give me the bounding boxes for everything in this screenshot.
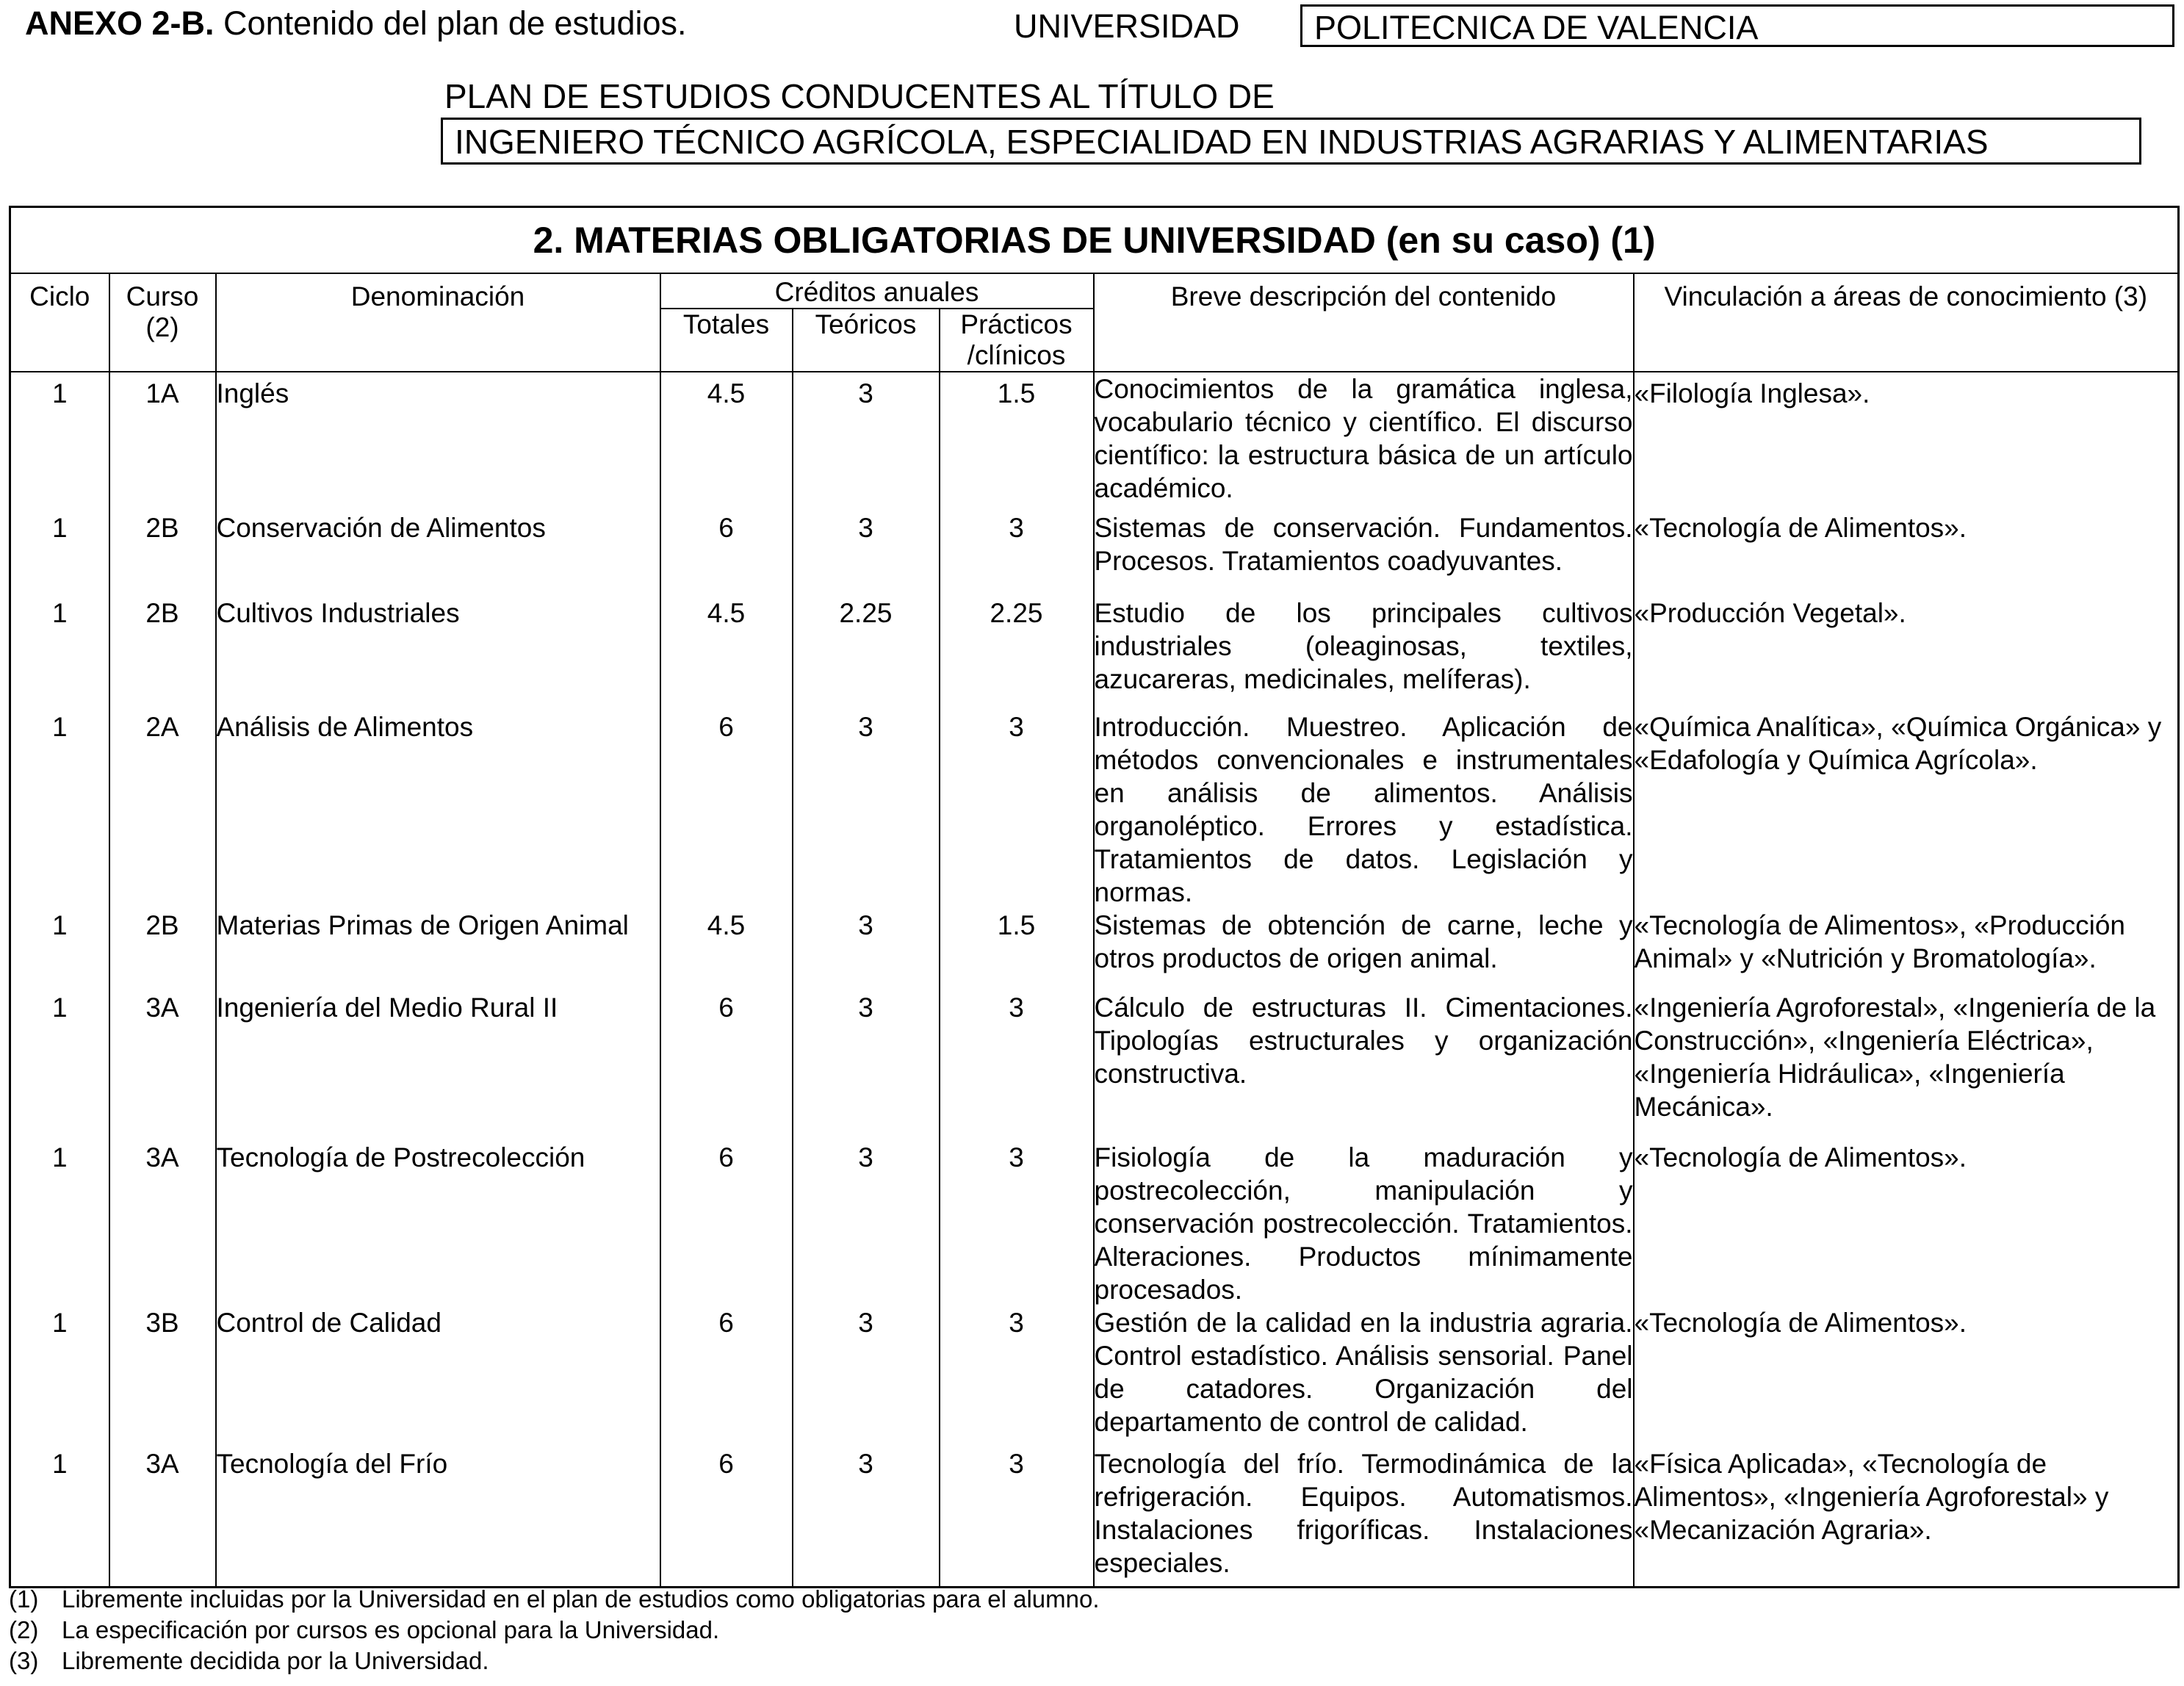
cell-practicos: 3 [940,511,1094,597]
cell-teoricos: 3 [793,991,940,1141]
header-curso: Curso (2) [109,273,216,372]
cell-ciclo: 1 [10,1306,109,1447]
footnote-text: Libremente incluidas por la Universidad en el plan de estudios como obligatorias para el alumno. [62,1585,1100,1613]
university-label: UNIVERSIDAD [1014,7,1240,45]
cell-practicos: 3 [940,1141,1094,1306]
header-denominacion: Denominación [216,273,660,372]
footnote-number: (3) [9,1647,39,1674]
header-descripcion: Breve descripción del contenido [1094,273,1634,372]
footnote-1 [9,1585,1100,1613]
cell-curso: 2B [109,511,216,597]
cell-practicos: 1.5 [940,909,1094,991]
cell-curso: 2A [109,710,216,909]
cell-practicos: 3 [940,710,1094,909]
cell-descripcion: Estudio de los principales cultivos industriales (oleaginosas, textiles, azucareras, medicinales, melíferas). [1094,597,1634,710]
cell-ciclo: 1 [10,372,109,511]
footnote-number: (2) [9,1616,39,1643]
cell-descripcion: Cálculo de estructuras II. Cimentaciones. Tipologías estructurales y organización constructiva. [1094,991,1634,1141]
cell-teoricos: 3 [793,909,940,991]
footnote-number: (1) [9,1585,39,1613]
cell-descripcion: Tecnología del frío. Termodinámica de la refrigeración. Equipos. Automatismos. Instalaciones frigoríficas. Instalaciones especiales. [1094,1447,1634,1587]
cell-denominacion: Análisis de Alimentos [216,710,660,909]
cell-totales: 6 [660,1141,793,1306]
cell-totales: 4.5 [660,597,793,710]
plan-heading: PLAN DE ESTUDIOS CONDUCENTES AL TÍTULO DE [444,77,1275,115]
cell-ciclo: 1 [10,1447,109,1587]
cell-denominacion: Inglés [216,372,660,511]
degree-title-box: INGENIERO TÉCNICO AGRÍCOLA, ESPECIALIDAD EN INDUSTRIAS AGRARIAS Y ALIMENTARIAS [441,118,2141,165]
cell-vinculacion: «Tecnología de Alimentos». [1634,1141,2179,1306]
cell-practicos: 3 [940,1306,1094,1447]
header-creditos: Créditos anuales [660,273,1094,309]
cell-teoricos: 3 [793,372,940,511]
cell-descripcion: Conocimientos de la gramática inglesa, vocabulario técnico y científico. El discurso científico: la estructura básica de un artículo académico. [1094,372,1634,511]
header-ciclo: Ciclo [10,273,109,372]
cell-curso: 3A [109,1447,216,1587]
cell-totales: 6 [660,1447,793,1587]
cell-denominacion: Ingeniería del Medio Rural II [216,991,660,1141]
cell-denominacion: Conservación de Alimentos [216,511,660,597]
cell-descripcion: Fisiología de la maduración y postrecolección, manipulación y conservación postrecolección. Tratamientos. Alteraciones. Productos mínimamente procesados. [1094,1142,1633,1305]
cell-vinculacion: «Tecnología de Alimentos». [1634,511,2179,597]
cell-descripcion: Introducción. Muestreo. Aplicación de métodos convencionales e instrumentales en análisis de alimentos. Análisis organoléptico. Errores y estadística. Tratamientos de datos. Legislación y normas. [1094,712,1633,907]
cell-teoricos: 3 [793,1306,940,1447]
table-title: 2. MATERIAS OBLIGATORIAS DE UNIVERSIDAD (en su caso) (1) [10,207,2179,274]
annex-label: ANEXO 2-B. [25,4,215,42]
footnote-2 [9,1616,719,1644]
cell-curso: 2B [109,597,216,710]
cell-denominacion: Cultivos Industriales [216,597,660,710]
cell-curso: 3A [109,1141,216,1306]
cell-denominacion: Control de Calidad [216,1306,660,1447]
cell-teoricos: 3 [793,1141,940,1306]
annex-heading [25,4,687,43]
subjects-table [9,206,2180,1588]
cell-curso: 3A [109,991,216,1141]
cell-teoricos: 3 [793,511,940,597]
cell-descripcion: Sistemas de obtención de carne, leche y otros productos de origen animal. [1094,909,1634,991]
cell-denominacion: Tecnología de Postrecolección [216,1141,660,1306]
cell-vinculacion: «Química Analítica», «Química Orgánica» y «Edafología y Química Agrícola». [1634,710,2179,909]
cell-denominacion: Materias Primas de Origen Animal [216,909,660,991]
cell-practicos: 2.25 [940,597,1094,710]
cell-ciclo: 1 [10,597,109,710]
cell-vinculacion: «Filología Inglesa». [1634,372,2179,511]
cell-totales: 6 [660,991,793,1141]
cell-totales: 6 [660,710,793,909]
cell-denominacion: Tecnología del Frío [216,1447,660,1587]
cell-descripcion: Gestión de la calidad en la industria agraria. Control estadístico. Análisis sensorial. Panel de catadores. Organización del departamento de control de calidad. [1094,1306,1634,1447]
cell-vinculacion: «Tecnología de Alimentos», «Producción Animal» y «Nutrición y Bromatología». [1634,909,2179,991]
cell-ciclo: 1 [10,710,109,909]
header-totales: Totales [660,309,793,372]
cell-vinculacion: «Ingeniería Agroforestal», «Ingeniería de la Construcción», «Ingeniería Eléctrica», «Ingeniería Hidráulica», «Ingeniería Mecánica». [1634,991,2179,1141]
cell-ciclo: 1 [10,511,109,597]
cell-teoricos: 3 [793,710,940,909]
footnote-3 [9,1647,489,1675]
cell-vinculacion: «Producción Vegetal». [1634,597,2179,710]
cell-ciclo: 1 [10,1141,109,1306]
cell-totales: 6 [660,511,793,597]
cell-ciclo: 1 [10,991,109,1141]
cell-ciclo: 1 [10,909,109,991]
cell-practicos: 1.5 [940,372,1094,511]
cell-curso: 1A [109,372,216,511]
cell-curso: 3B [109,1306,216,1447]
header-teoricos: Teóricos [793,309,940,372]
cell-curso: 2B [109,909,216,991]
cell-vinculacion: «Tecnología de Alimentos». [1634,1306,2179,1447]
cell-descripcion: Sistemas de conservación. Fundamentos. Procesos. Tratamientos coadyuvantes. [1094,511,1634,597]
cell-totales: 4.5 [660,909,793,991]
cell-practicos: 3 [940,991,1094,1141]
cell-practicos: 3 [940,1447,1094,1587]
header-practicos: Prácticos /clínicos [940,309,1094,372]
annex-description: Contenido del plan de estudios. [214,4,687,42]
cell-teoricos: 3 [793,1447,940,1587]
header-vinculacion: Vinculación a áreas de conocimiento (3) [1634,273,2179,372]
cell-vinculacion: «Física Aplicada», «Tecnología de Alimentos», «Ingeniería Agroforestal» y «Mecanización Agraria». [1634,1447,2179,1587]
cell-teoricos: 2.25 [793,597,940,710]
footnote-text: Libremente decidida por la Universidad. [62,1647,489,1674]
footnote-text: La especificación por cursos es opcional para la Universidad. [62,1616,720,1643]
cell-totales: 6 [660,1306,793,1447]
cell-totales: 4.5 [660,372,793,511]
university-name-box: POLITECNICA DE VALENCIA [1300,4,2174,47]
